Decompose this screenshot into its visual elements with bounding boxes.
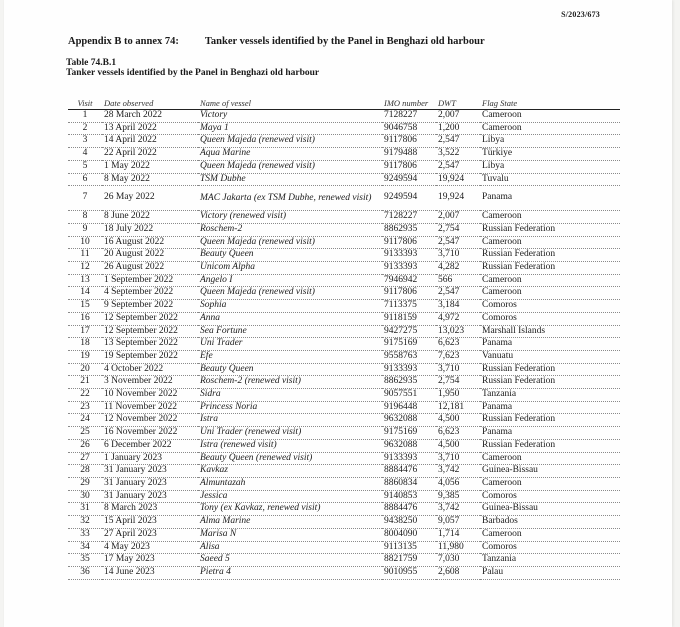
cell-dwt: 19,924 <box>436 173 480 186</box>
cell-vessel-name: Beauty Queen <box>198 363 382 376</box>
table-row <box>68 376 620 389</box>
cell-vessel-name: Roschem-2 (renewed visit) <box>198 376 382 389</box>
cell-imo: 8860834 <box>382 477 436 490</box>
cell-flag-state: Panama <box>480 427 620 440</box>
table-row <box>68 274 620 287</box>
cell-imo: 9632088 <box>382 414 436 427</box>
cell-flag-state: Russian Federation <box>480 262 620 275</box>
cell-dwt: 4,972 <box>436 312 480 325</box>
table-body <box>68 110 620 580</box>
cell-date: 12 November 2022 <box>102 414 198 427</box>
table-row <box>68 262 620 275</box>
header-flag: Flag State <box>480 86 620 110</box>
cell-date: 20 August 2022 <box>102 249 198 262</box>
table-header <box>68 86 620 110</box>
cell-visit: 22 <box>68 389 102 402</box>
cell-vessel-name: Queen Majeda (renewed visit) <box>198 160 382 173</box>
cell-date: 11 November 2022 <box>102 401 198 414</box>
cell-date: 14 April 2022 <box>102 135 198 148</box>
cell-imo: 9175169 <box>382 338 436 351</box>
cell-flag-state: Barbados <box>480 516 620 529</box>
cell-visit: 13 <box>68 274 102 287</box>
cell-visit: 27 <box>68 452 102 465</box>
cell-dwt: 1,714 <box>436 528 480 541</box>
cell-dwt: 11,980 <box>436 541 480 554</box>
cell-vessel-name: Sea Fortune <box>198 325 382 338</box>
cell-vessel-name: Aqua Marine <box>198 148 382 161</box>
cell-date: 4 October 2022 <box>102 363 198 376</box>
cell-imo: 9057551 <box>382 389 436 402</box>
cell-flag-state: Comoros <box>480 490 620 503</box>
cell-imo: 8862935 <box>382 223 436 236</box>
cell-imo: 7128227 <box>382 110 436 123</box>
cell-flag-state: Guinea-Bissau <box>480 503 620 516</box>
cell-visit: 26 <box>68 439 102 452</box>
cell-flag-state: Tanzania <box>480 389 620 402</box>
cell-date: 4 September 2022 <box>102 287 198 300</box>
cell-dwt: 2,547 <box>436 160 480 173</box>
cell-vessel-name: Uni Trader (renewed visit) <box>198 427 382 440</box>
cell-dwt: 19,924 <box>436 186 480 211</box>
cell-imo: 9558763 <box>382 350 436 363</box>
cell-imo: 9632088 <box>382 439 436 452</box>
cell-vessel-name: Angelo I <box>198 274 382 287</box>
table-row <box>68 300 620 313</box>
cell-flag-state: Comoros <box>480 541 620 554</box>
table-row <box>68 427 620 440</box>
cell-imo: 9118159 <box>382 312 436 325</box>
table-row <box>68 477 620 490</box>
cell-dwt: 4,500 <box>436 439 480 452</box>
table-row <box>68 363 620 376</box>
cell-date: 18 July 2022 <box>102 223 198 236</box>
cell-vessel-name: Victory <box>198 110 382 123</box>
cell-flag-state: Cameroon <box>480 274 620 287</box>
cell-dwt: 3,522 <box>436 148 480 161</box>
cell-date: 28 March 2022 <box>102 110 198 123</box>
cell-flag-state: Comoros <box>480 300 620 313</box>
cell-imo: 7113375 <box>382 300 436 313</box>
cell-date: 10 November 2022 <box>102 389 198 402</box>
table-row <box>68 541 620 554</box>
cell-dwt: 3,710 <box>436 363 480 376</box>
cell-visit: 25 <box>68 427 102 440</box>
cell-visit: 6 <box>68 173 102 186</box>
cell-dwt: 9,385 <box>436 490 480 503</box>
cell-dwt: 2,754 <box>436 376 480 389</box>
table-row <box>68 135 620 148</box>
cell-date: 31 January 2023 <box>102 490 198 503</box>
cell-date: 13 April 2022 <box>102 122 198 135</box>
cell-imo: 7128227 <box>382 211 436 224</box>
table-row <box>68 503 620 516</box>
table-row <box>68 236 620 249</box>
cell-flag-state: Cameroon <box>480 477 620 490</box>
cell-visit: 21 <box>68 376 102 389</box>
cell-dwt: 7,623 <box>436 350 480 363</box>
cell-dwt: 2,547 <box>436 287 480 300</box>
cell-imo: 9133393 <box>382 452 436 465</box>
cell-imo: 8862935 <box>382 376 436 389</box>
table-row <box>68 211 620 224</box>
table-row <box>68 148 620 161</box>
cell-date: 31 January 2023 <box>102 465 198 478</box>
cell-imo: 9133393 <box>382 363 436 376</box>
cell-date: 1 September 2022 <box>102 274 198 287</box>
cell-flag-state: Cameroon <box>480 110 620 123</box>
table-row <box>68 389 620 402</box>
appendix-title: Tanker vessels identified by the Panel in Benghazi old harbour <box>204 36 485 47</box>
cell-date: 8 May 2022 <box>102 173 198 186</box>
cell-imo: 9117806 <box>382 287 436 300</box>
cell-dwt: 3,742 <box>436 503 480 516</box>
cell-flag-state: Russian Federation <box>480 376 620 389</box>
cell-dwt: 12,181 <box>436 401 480 414</box>
cell-visit: 24 <box>68 414 102 427</box>
cell-dwt: 1,950 <box>436 389 480 402</box>
cell-vessel-name: Unicom Alpha <box>198 262 382 275</box>
cell-flag-state: Cameroon <box>480 287 620 300</box>
cell-date: 26 May 2022 <box>102 186 198 211</box>
cell-vessel-name: Istra <box>198 414 382 427</box>
cell-visit: 7 <box>68 186 102 211</box>
cell-flag-state: Palau <box>480 566 620 579</box>
cell-visit: 10 <box>68 236 102 249</box>
cell-dwt: 1,200 <box>436 122 480 135</box>
cell-visit: 32 <box>68 516 102 529</box>
cell-imo: 9113135 <box>382 541 436 554</box>
cell-dwt: 6,623 <box>436 338 480 351</box>
cell-date: 19 September 2022 <box>102 350 198 363</box>
cell-date: 27 April 2023 <box>102 528 198 541</box>
cell-dwt: 566 <box>436 274 480 287</box>
header-row <box>68 86 620 110</box>
cell-flag-state: Cameroon <box>480 122 620 135</box>
cell-flag-state: Guinea-Bissau <box>480 465 620 478</box>
cell-flag-state: Tuvalu <box>480 173 620 186</box>
table-row <box>68 223 620 236</box>
cell-dwt: 2,608 <box>436 566 480 579</box>
cell-visit: 2 <box>68 122 102 135</box>
cell-flag-state: Libya <box>480 160 620 173</box>
cell-vessel-name: Princess Noria <box>198 401 382 414</box>
cell-imo: 8884476 <box>382 503 436 516</box>
cell-flag-state: Vanuatu <box>480 350 620 363</box>
table-row <box>68 516 620 529</box>
cell-date: 12 September 2022 <box>102 312 198 325</box>
table-row <box>68 554 620 567</box>
cell-imo: 8821759 <box>382 554 436 567</box>
cell-flag-state: Cameroon <box>480 236 620 249</box>
cell-date: 1 May 2022 <box>102 160 198 173</box>
cell-vessel-name: Anna <box>198 312 382 325</box>
cell-date: 14 June 2023 <box>102 566 198 579</box>
cell-flag-state: Comoros <box>480 312 620 325</box>
cell-date: 4 May 2023 <box>102 541 198 554</box>
cell-imo: 9438250 <box>382 516 436 529</box>
cell-vessel-name: Jessica <box>198 490 382 503</box>
cell-imo: 8004090 <box>382 528 436 541</box>
header-visit: Visit <box>68 86 102 110</box>
cell-flag-state: Libya <box>480 135 620 148</box>
cell-date: 3 November 2022 <box>102 376 198 389</box>
cell-visit: 18 <box>68 338 102 351</box>
cell-visit: 11 <box>68 249 102 262</box>
cell-flag-state: Cameroon <box>480 452 620 465</box>
cell-vessel-name: Sidra <box>198 389 382 402</box>
cell-vessel-name: TSM Dubhe <box>198 173 382 186</box>
appendix-heading <box>68 36 485 47</box>
cell-vessel-name: Victory (renewed visit) <box>198 211 382 224</box>
cell-dwt: 3,710 <box>436 452 480 465</box>
appendix-label: Appendix B to annex 74: <box>68 36 179 47</box>
cell-visit: 23 <box>68 401 102 414</box>
cell-flag-state: Cameroon <box>480 528 620 541</box>
cell-date: 12 September 2022 <box>102 325 198 338</box>
cell-visit: 34 <box>68 541 102 554</box>
cell-imo: 9133393 <box>382 249 436 262</box>
cell-date: 6 December 2022 <box>102 439 198 452</box>
cell-flag-state: Tanzania <box>480 554 620 567</box>
cell-vessel-name: MAC Jakarta (ex TSM Dubhe, renewed visit) <box>198 186 382 211</box>
table-row <box>68 312 620 325</box>
cell-imo: 9175169 <box>382 427 436 440</box>
cell-date: 1 January 2023 <box>102 452 198 465</box>
table-row <box>68 173 620 186</box>
cell-dwt: 2,547 <box>436 236 480 249</box>
cell-flag-state: Panama <box>480 186 620 211</box>
cell-flag-state: Russian Federation <box>480 363 620 376</box>
table-row <box>68 122 620 135</box>
cell-visit: 29 <box>68 477 102 490</box>
table-row <box>68 350 620 363</box>
cell-imo: 9249594 <box>382 173 436 186</box>
header-date: Date observed <box>102 86 198 110</box>
table-row <box>68 528 620 541</box>
cell-vessel-name: Alma Marine <box>198 516 382 529</box>
cell-dwt: 4,500 <box>436 414 480 427</box>
table-title: Tanker vessels identified by the Panel in Benghazi old harbour <box>66 68 320 78</box>
table-row <box>68 490 620 503</box>
cell-visit: 16 <box>68 312 102 325</box>
table-row <box>68 287 620 300</box>
table-number: Table 74.B.1 <box>66 58 117 68</box>
header-imo: IMO number <box>382 86 436 110</box>
cell-visit: 17 <box>68 325 102 338</box>
cell-date: 8 June 2022 <box>102 211 198 224</box>
cell-dwt: 2,007 <box>436 110 480 123</box>
cell-visit: 5 <box>68 160 102 173</box>
cell-visit: 8 <box>68 211 102 224</box>
table-row <box>68 439 620 452</box>
cell-vessel-name: Queen Majeda (renewed visit) <box>198 236 382 249</box>
cell-imo: 9427275 <box>382 325 436 338</box>
cell-flag-state: Türkiye <box>480 148 620 161</box>
cell-visit: 36 <box>68 566 102 579</box>
cell-visit: 19 <box>68 350 102 363</box>
cell-visit: 9 <box>68 223 102 236</box>
cell-vessel-name: Maya 1 <box>198 122 382 135</box>
cell-visit: 31 <box>68 503 102 516</box>
cell-date: 13 September 2022 <box>102 338 198 351</box>
cell-vessel-name: Beauty Queen <box>198 249 382 262</box>
cell-date: 26 August 2022 <box>102 262 198 275</box>
cell-dwt: 13,023 <box>436 325 480 338</box>
cell-date: 8 March 2023 <box>102 503 198 516</box>
cell-visit: 12 <box>68 262 102 275</box>
cell-date: 15 April 2023 <box>102 516 198 529</box>
cell-visit: 20 <box>68 363 102 376</box>
cell-vessel-name: Queen Majeda (renewed visit) <box>198 135 382 148</box>
table-row <box>68 249 620 262</box>
cell-dwt: 3,710 <box>436 249 480 262</box>
cell-vessel-name: Efe <box>198 350 382 363</box>
cell-date: 31 January 2023 <box>102 477 198 490</box>
header-dwt: DWT <box>436 86 480 110</box>
table-row <box>68 110 620 123</box>
cell-imo: 9010955 <box>382 566 436 579</box>
cell-imo: 9196448 <box>382 401 436 414</box>
cell-dwt: 2,754 <box>436 223 480 236</box>
table-row <box>68 566 620 579</box>
cell-imo: 9249594 <box>382 186 436 211</box>
table-row <box>68 338 620 351</box>
cell-flag-state: Russian Federation <box>480 249 620 262</box>
cell-dwt: 3,742 <box>436 465 480 478</box>
table-row <box>68 414 620 427</box>
cell-date: 22 April 2022 <box>102 148 198 161</box>
header-name: Name of vessel <box>198 86 382 110</box>
cell-visit: 14 <box>68 287 102 300</box>
cell-vessel-name: Pietra 4 <box>198 566 382 579</box>
cell-dwt: 3,184 <box>436 300 480 313</box>
cell-vessel-name: Saeed 5 <box>198 554 382 567</box>
table-row <box>68 186 620 211</box>
cell-imo: 9140853 <box>382 490 436 503</box>
cell-dwt: 9,057 <box>436 516 480 529</box>
table-row <box>68 465 620 478</box>
cell-flag-state: Russian Federation <box>480 414 620 427</box>
cell-flag-state: Cameroon <box>480 211 620 224</box>
cell-imo: 7946942 <box>382 274 436 287</box>
cell-dwt: 7,030 <box>436 554 480 567</box>
cell-date: 17 May 2023 <box>102 554 198 567</box>
cell-flag-state: Russian Federation <box>480 223 620 236</box>
cell-flag-state: Marshall Islands <box>480 325 620 338</box>
cell-visit: 35 <box>68 554 102 567</box>
cell-vessel-name: Kavkaz <box>198 465 382 478</box>
cell-vessel-name: Beauty Queen (renewed visit) <box>198 452 382 465</box>
cell-vessel-name: Tony (ex Kavkaz, renewed visit) <box>198 503 382 516</box>
cell-date: 16 August 2022 <box>102 236 198 249</box>
cell-imo: 9179488 <box>382 148 436 161</box>
cell-visit: 4 <box>68 148 102 161</box>
cell-visit: 28 <box>68 465 102 478</box>
cell-vessel-name: Alisa <box>198 541 382 554</box>
cell-dwt: 4,056 <box>436 477 480 490</box>
cell-dwt: 4,282 <box>436 262 480 275</box>
cell-visit: 15 <box>68 300 102 313</box>
cell-imo: 9046758 <box>382 122 436 135</box>
cell-visit: 3 <box>68 135 102 148</box>
cell-dwt: 2,007 <box>436 211 480 224</box>
cell-vessel-name: Marisa N <box>198 528 382 541</box>
cell-dwt: 2,547 <box>436 135 480 148</box>
document-reference: S/2023/673 <box>561 10 600 19</box>
cell-flag-state: Russian Federation <box>480 439 620 452</box>
cell-visit: 33 <box>68 528 102 541</box>
table-row <box>68 325 620 338</box>
document-page <box>4 0 672 627</box>
cell-vessel-name: Roschem-2 <box>198 223 382 236</box>
table-row <box>68 401 620 414</box>
cell-imo: 9117806 <box>382 236 436 249</box>
cell-flag-state: Panama <box>480 338 620 351</box>
table-row <box>68 452 620 465</box>
cell-vessel-name: Istra (renewed visit) <box>198 439 382 452</box>
cell-visit: 30 <box>68 490 102 503</box>
cell-visit: 1 <box>68 110 102 123</box>
cell-imo: 9117806 <box>382 135 436 148</box>
cell-date: 16 November 2022 <box>102 427 198 440</box>
cell-date: 9 September 2022 <box>102 300 198 313</box>
table-row <box>68 160 620 173</box>
cell-vessel-name: Uni Trader <box>198 338 382 351</box>
cell-imo: 8884476 <box>382 465 436 478</box>
cell-vessel-name: Almuntazah <box>198 477 382 490</box>
cell-vessel-name: Queen Majeda (renewed visit) <box>198 287 382 300</box>
cell-vessel-name: Sophia <box>198 300 382 313</box>
cell-flag-state: Panama <box>480 401 620 414</box>
cell-imo: 9117806 <box>382 160 436 173</box>
cell-dwt: 6,623 <box>436 427 480 440</box>
vessels-table <box>68 86 620 580</box>
cell-imo: 9133393 <box>382 262 436 275</box>
